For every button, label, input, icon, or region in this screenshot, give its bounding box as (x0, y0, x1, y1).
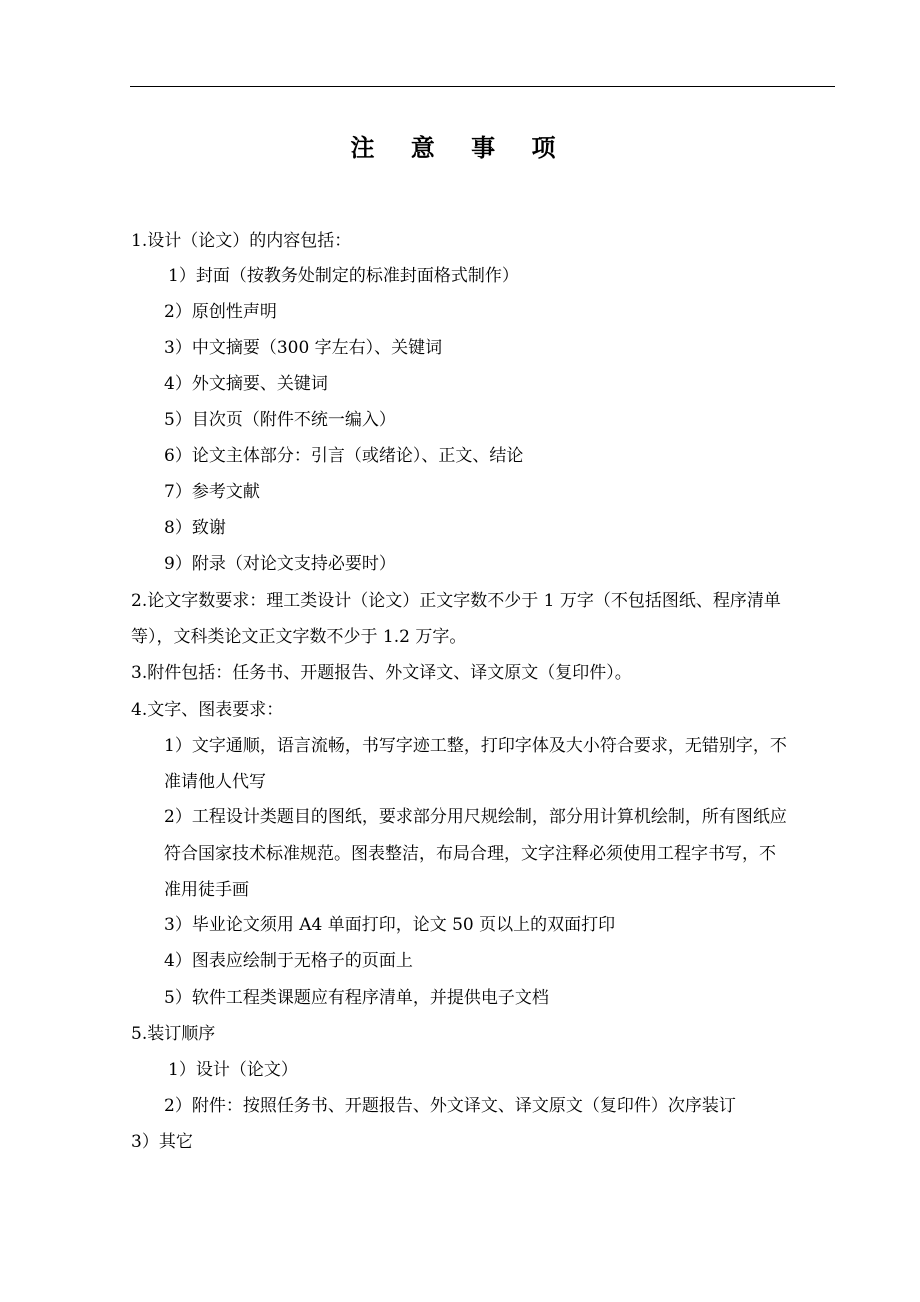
section-4-item-3: 3）毕业论文须用 A4 单面打印，论文 50 页以上的双面打印 (164, 915, 616, 935)
section-5-item-2: 2）附件：按照任务书、开题报告、外文译文、译文原文（复印件）次序装订 (164, 1096, 736, 1116)
section-1-item-5: 5）目次页（附件不统一编入） (164, 410, 396, 430)
section-2-line-1: 2.论文字数要求：理工类设计（论文）正文字数不少于 1 万字（不包括图纸、程序清单 (131, 591, 781, 611)
section-4-item-5: 5）软件工程类课题应有程序清单，并提供电子文档 (164, 988, 549, 1008)
section-1-item-8: 8）致谢 (164, 518, 226, 538)
section-4-item-1-line-1: 1）文字通顺，语言流畅，书写字迹工整，打印字体及大小符合要求，无错别字，不 (164, 736, 787, 756)
section-1-item-9: 9）附录（对论文支持必要时） (164, 554, 396, 574)
section-4-heading: 4.文字、图表要求： (131, 700, 284, 720)
section-5-item-3: 3）其它 (131, 1132, 193, 1152)
section-3-heading: 3.附件包括：任务书、开题报告、外文译文、译文原文（复印件）。 (131, 663, 632, 683)
header-rule (130, 86, 835, 87)
section-1-item-6: 6）论文主体部分：引言（或绪论）、正文、结论 (164, 446, 524, 466)
section-4-item-2-line-1: 2）工程设计类题目的图纸，要求部分用尺规绘制，部分用计算机绘制，所有图纸应 (164, 807, 787, 827)
section-4-item-4: 4）图表应绘制于无格子的页面上 (164, 951, 413, 971)
section-2-line-2: 等），文科类论文正文字数不少于 1.2 万字。 (131, 627, 467, 647)
section-1-item-7: 7）参考文献 (164, 482, 260, 502)
section-5-item-1: 1）设计（论文） (168, 1060, 298, 1080)
section-1-item-3: 3）中文摘要（300 字左右）、关键词 (164, 338, 443, 358)
section-4-item-2-line-2: 符合国家技术标准规范。图表整洁，布局合理，文字注释必须使用工程字书写，不 (164, 844, 776, 864)
section-4-item-1-line-2: 准请他人代写 (164, 772, 266, 792)
section-1-item-1: 1）封面（按教务处制定的标准封面格式制作） (168, 266, 519, 286)
page-title: 注 意 事 项 (350, 133, 570, 162)
section-1-item-2: 2）原创性声明 (164, 302, 277, 322)
section-4-item-2-line-3: 准用徒手画 (164, 880, 249, 900)
section-1-item-4: 4）外文摘要、关键词 (164, 374, 328, 394)
section-5-heading: 5.装订顺序 (131, 1024, 216, 1044)
section-1-heading: 1.设计（论文）的内容包括： (131, 231, 352, 251)
